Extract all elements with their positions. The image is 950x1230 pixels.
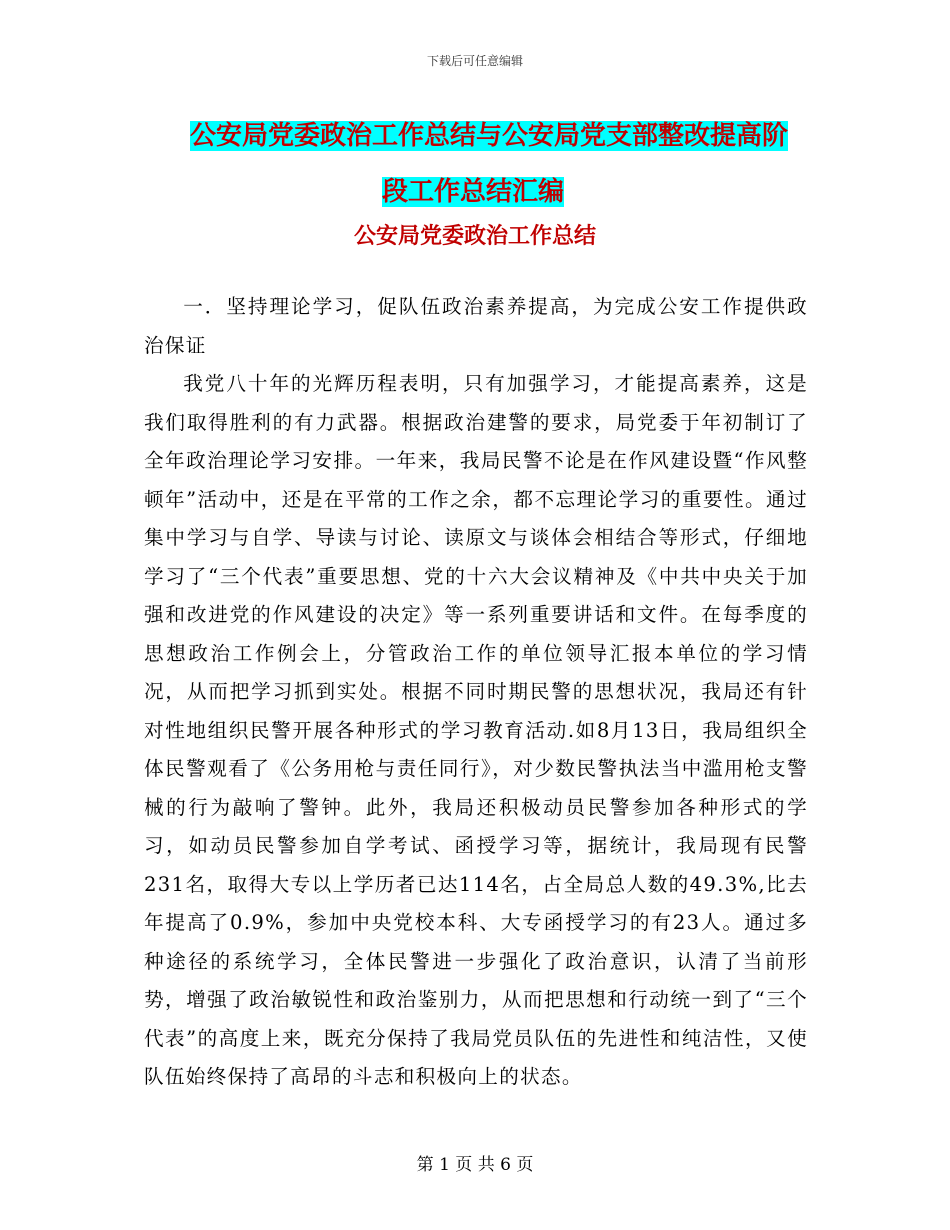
document-body xyxy=(144,288,808,1097)
section-heading-paragraph: 一．坚持理论学习，促队伍政治素养提高，为完成公安工作提供政治保证 xyxy=(144,295,808,357)
page-header: 下载后可任意编辑 xyxy=(426,54,523,68)
section-title: 公安局党委政治工作总结 xyxy=(353,223,596,249)
document-title-line-1: 公安局党委政治工作总结与公安局党支部整改提高阶 xyxy=(190,121,789,151)
page-footer: 第 1 页 共 6 页 xyxy=(416,1155,534,1175)
document-title xyxy=(190,108,810,220)
document-title-line-2: 段工作总结汇编 xyxy=(382,177,565,207)
body-paragraph: 我党八十年的光辉历程表明，只有加强学习，才能提高素养，这是我们取得胜利的有力武器。根据政治建警的要求，局党委于年初制订了全年政治理论学习安排。一年来，我局民警不论是在作风建设暨“作风整顿年”活动中，还是在平常的工作之余，都不忘理论学习的重要性。通过集中学习与自学、导读与讨论、读原文与谈体会相结合等形式，仔细地学习了“三个代表”重要思想、党的十六大会议精神及《中共中央关于加强和改进党的作风建设的决定》等一系列重要讲话和文件。在每季度的思想政治工作例会上，分管政治工作的单位领导汇报本单位的学习情况，从而把学习抓到实处。根据不同时期民警的思想状况，我局还有针对性地组织民警开展各种形式的学习教育活动.如8月13日，我局组织全体民警观看了《公务用枪与责任同行》，对少数民警执法当中滥用枪支警械的行为敲响了警钟。此外，我局还积极动员民警参加各种形式的学习，如动员民警参加自学考试、函授学习等，据统计，我局现有民警231名，取得大专以上学历者已达114名，占全局总人数的49.3%,比去年提高了0.9%，参加中央党校本科、大专函授学习的有23人。通过多种途径的系统学习，全体民警进一步强化了政治意识，认清了当前形势，增强了政治敏锐性和政治鉴别力，从而把思想和行动统一到了“三个代表”的高度上来，既充分保持了我局党员队伍的先进性和纯洁性，又使队伍始终保持了高昂的斗志和积极向上的状态。 xyxy=(144,372,808,1088)
